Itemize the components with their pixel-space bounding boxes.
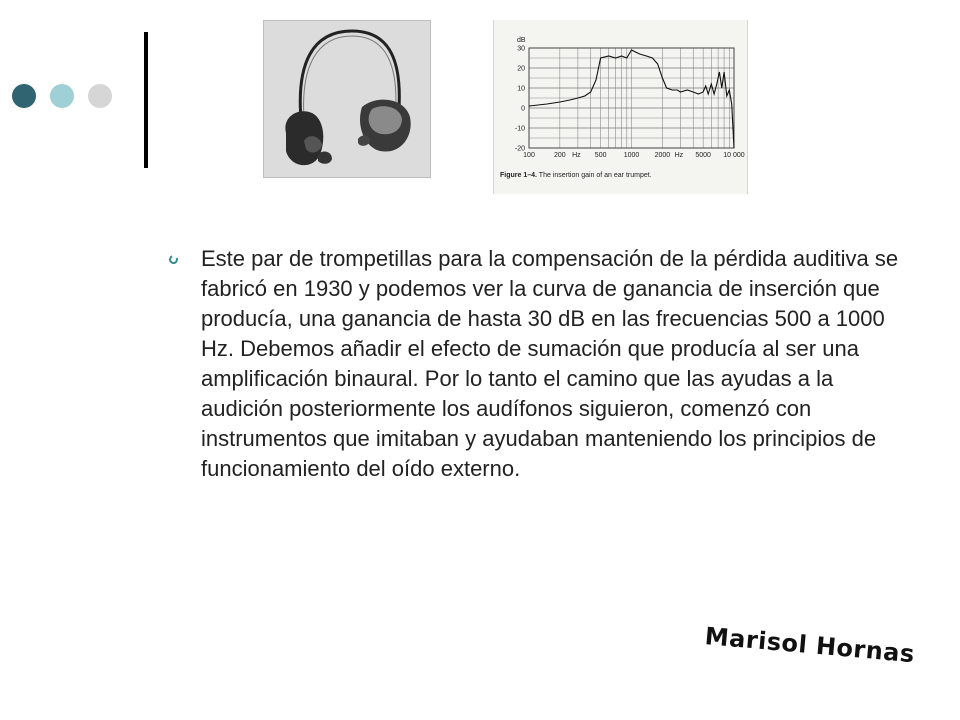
x-tick-label: 2000 (654, 152, 671, 159)
y-tick-label: 0 (521, 105, 525, 113)
y-tick-label: 30 (517, 45, 525, 53)
decorative-dots (12, 84, 112, 108)
dot-gray (88, 84, 112, 108)
ear-trumpets-photo (263, 20, 431, 178)
y-tick-label: 20 (517, 65, 525, 73)
x-tick-label: 1000 (623, 152, 640, 159)
insertion-gain-figure (493, 20, 748, 194)
figure-caption (500, 172, 652, 179)
figure-caption-label: Figure 1–4. (500, 172, 537, 179)
x-tick-label: Hz (674, 152, 684, 159)
ear-trumpets-illustration (264, 21, 430, 177)
figure-caption-text: The insertion gain of an ear trumpet. (538, 172, 652, 179)
bullet-marker (168, 254, 180, 266)
bullet-text: Este par de trompetillas para la compensación de la pérdida auditiva se fabricó en 1930 y podemos ver la curva de ganancia de inserción que producía, una ganancia de hasta 30 dB en las frecuencias 500 a 1000 Hz. Debemos añadir el efecto de sumación que producía al ser una amplificación binaural. Por lo tanto el camino que las ayudas a la audición posteriormente los audífonos siguieron, comenzó con instrumentos que imitaban y ayudaban manteniendo los principios de funcionamiento del oído externo. (201, 246, 899, 481)
author-signature: Marisol Hornas (703, 622, 916, 669)
bullet-list (160, 244, 900, 484)
y-tick-label: 10 (517, 85, 525, 93)
dot-light (50, 84, 74, 108)
x-tick-label: 200 (554, 152, 566, 159)
list-item (160, 244, 900, 484)
x-tick-label: Hz (572, 152, 581, 159)
x-tick-label: 10 000 (723, 152, 745, 159)
x-tick-label: 5000 (695, 152, 711, 159)
x-tick-label: 100 (523, 152, 535, 159)
y-unit-label: dB (517, 37, 526, 44)
x-tick-label: 500 (594, 152, 607, 159)
dot-dark (12, 84, 36, 108)
y-tick-label: -10 (514, 125, 525, 133)
vertical-divider (144, 32, 148, 168)
insertion-gain-chart (494, 20, 747, 170)
y-tick-label: -20 (514, 145, 525, 153)
